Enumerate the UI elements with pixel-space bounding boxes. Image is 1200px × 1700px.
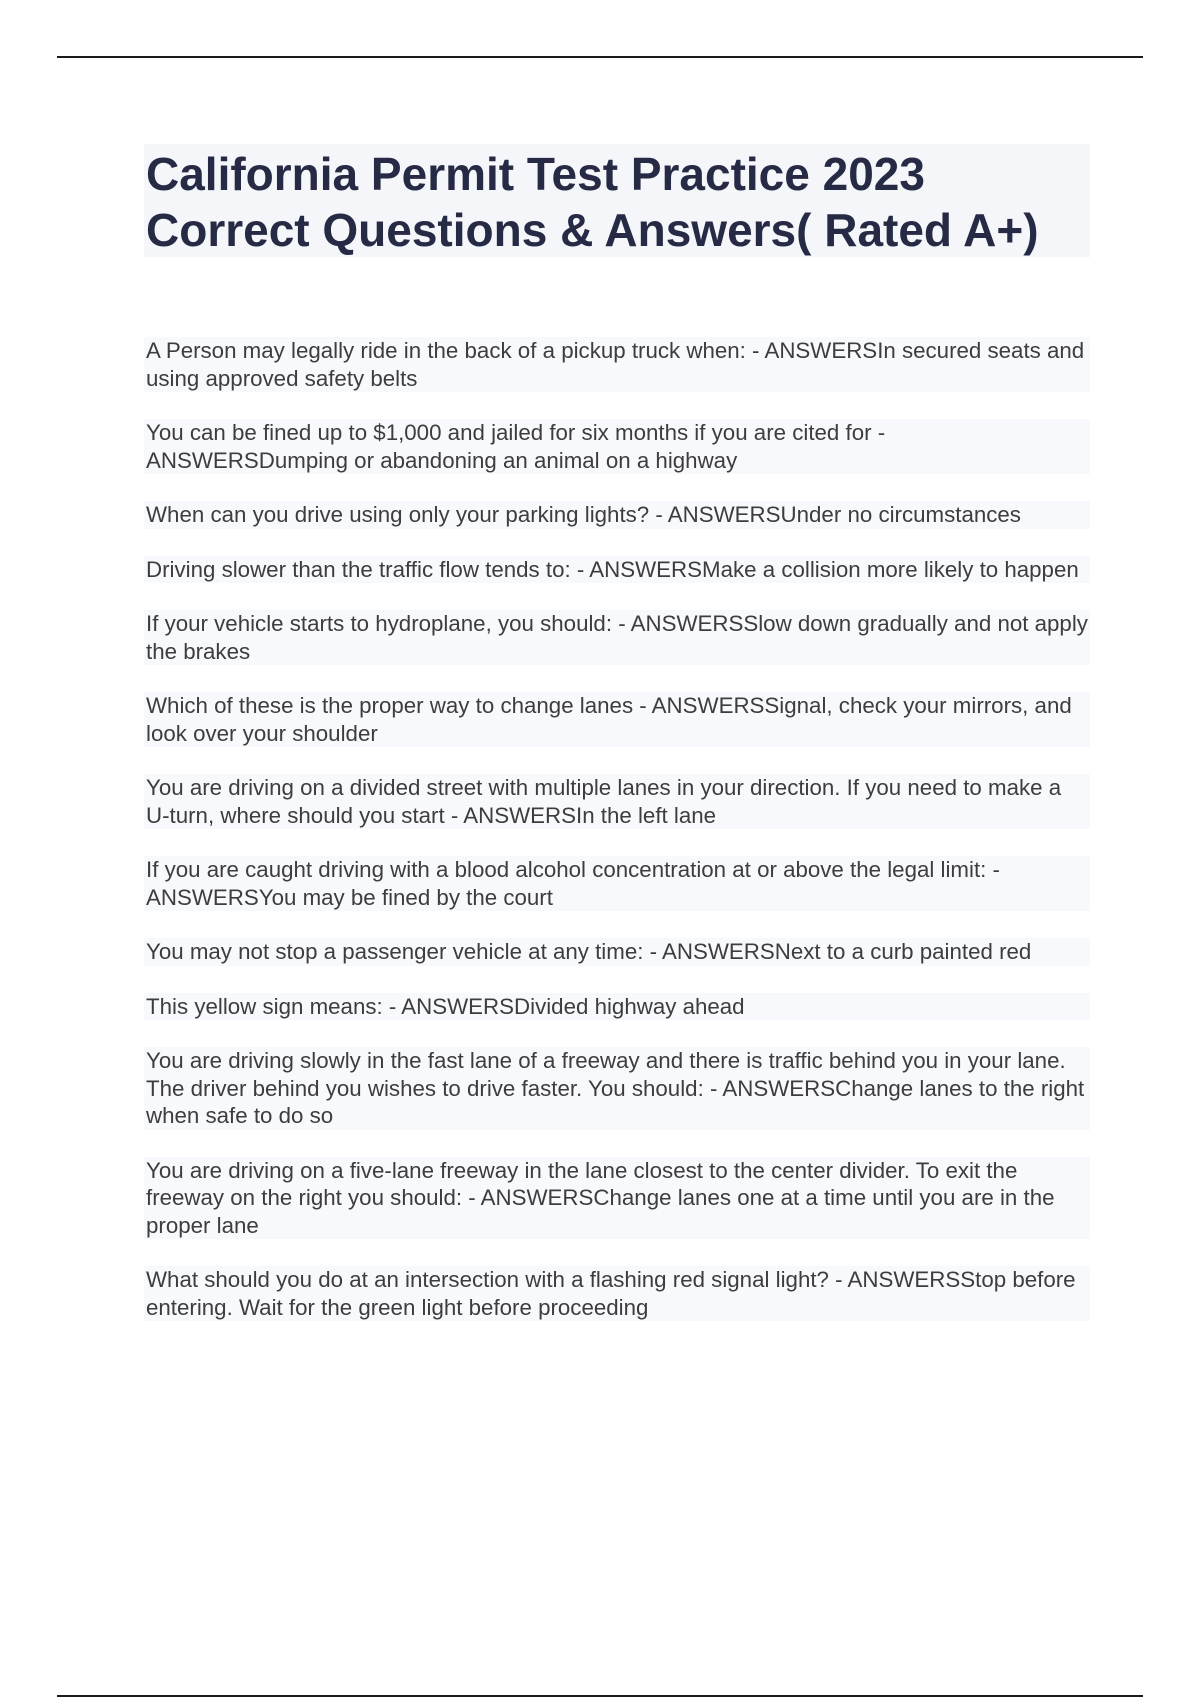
answer-marker: - ANSWERS [828, 1267, 961, 1292]
document-title [144, 144, 1090, 257]
answer-marker: - ANSWERS [745, 338, 878, 363]
qa-item [144, 337, 1090, 392]
answer-text: Next to a curb painted red [774, 939, 1032, 964]
question-text: You are driving slowly in the fast lane of a freeway and there is traffic behind you in your lane. The driver behind you wishes to drive faster. You should: [146, 1048, 1066, 1101]
qa-item [144, 501, 1090, 529]
answer-text: In secured seats and using approved safety belts [146, 338, 1085, 391]
answer-text: Signal, check your mirrors, and look over your shoulder [146, 693, 1072, 746]
answer-marker: - ANSWERS [570, 556, 702, 582]
answer-marker: - ANSWERS [146, 420, 886, 473]
qa-item [144, 556, 1090, 584]
question-text: When can you drive using only your parking lights? [146, 502, 650, 527]
qa-item [144, 610, 1090, 665]
question-text: You are driving on a five-lane freeway in the lane closest to the center divider. To exit the freeway on the right you should: [146, 1157, 1018, 1210]
qa-item [144, 774, 1090, 829]
question-text: Which of these is the proper way to change lanes [146, 693, 634, 718]
answer-marker: - ANSWERS [703, 1075, 836, 1101]
answer-text: Stop before entering. Wait for the green light before proceeding [146, 1267, 1076, 1320]
answer-text: Make a collision more likely to happen [702, 556, 1079, 582]
answer-text: Slow down gradually and not apply the brakes [146, 611, 1088, 664]
answer-marker: - ANSWERS [649, 502, 781, 527]
qa-list [144, 337, 1090, 1348]
answer-marker: - ANSWERS [612, 611, 744, 636]
answer-text: Change lanes to the right when safe to do so [146, 1075, 1085, 1128]
question-text: This yellow sign means: [146, 993, 383, 1019]
answer-marker: - ANSWERS [633, 693, 765, 718]
answer-text: You may be fined by the court [258, 884, 553, 910]
qa-item [144, 1266, 1090, 1321]
answer-text: In the left lane [576, 802, 717, 828]
footer-rule [57, 1695, 1143, 1697]
qa-item [144, 1157, 1090, 1240]
qa-item [144, 419, 1090, 474]
question-text: If you are caught driving with a blood alcohol concentration at or above the legal limit: [146, 857, 987, 882]
qa-item [144, 938, 1090, 966]
title-line-2: Correct Questions & Answers( Rated A+) [146, 204, 1039, 256]
question-text: A Person may legally ride in the back of a pickup truck when: [146, 338, 746, 363]
qa-item [144, 993, 1090, 1021]
question-text: You may not stop a passenger vehicle at any time: [146, 939, 644, 964]
answer-marker: - ANSWERS [146, 857, 1000, 910]
question-text: If your vehicle starts to hydroplane, you should: [146, 611, 613, 636]
answer-text: Under no circumstances [780, 502, 1021, 527]
qa-item [144, 692, 1090, 747]
answer-marker: - ANSWERS [643, 939, 775, 964]
answer-text: Change lanes one at a time until you are in the proper lane [146, 1185, 1055, 1238]
title-line-1: California Permit Test Practice 2023 [146, 148, 925, 200]
answer-text: Dumping or abandoning an animal on a highway [258, 447, 738, 473]
qa-item [144, 856, 1090, 911]
answer-text: Divided highway ahead [514, 993, 745, 1019]
qa-item [144, 1047, 1090, 1130]
question-text: What should you do at an intersection with a flashing red signal light? [146, 1267, 829, 1292]
answer-marker: - ANSWERS [382, 993, 515, 1019]
question-text: Driving slower than the traffic flow tends to: [146, 556, 571, 582]
answer-marker: - ANSWERS [444, 802, 576, 828]
question-text: You can be fined up to $1,000 and jailed for six months if you are cited for [146, 420, 872, 445]
question-text: You are driving on a divided street with multiple lanes in your direction. If you need to make a U-turn, where should you start [146, 775, 1062, 828]
answer-marker: - ANSWERS [462, 1185, 594, 1210]
header-rule [57, 56, 1143, 58]
